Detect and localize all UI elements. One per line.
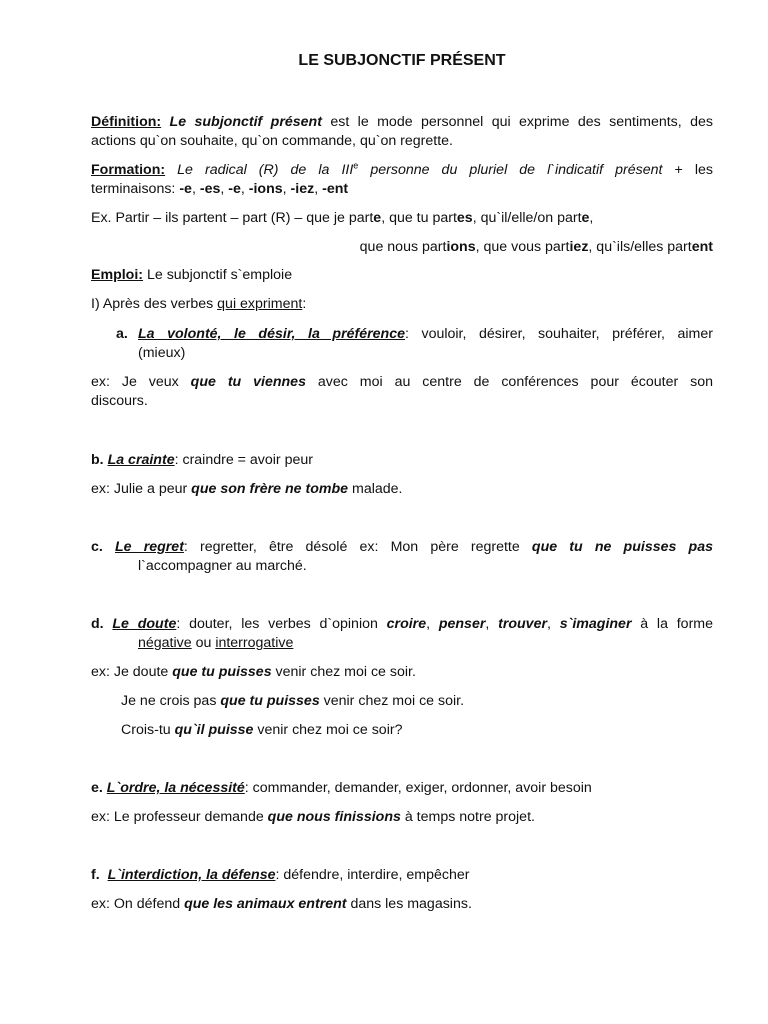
- item-a-letter: a.: [116, 326, 128, 342]
- page-title: LE SUBJONCTIF PRÉSENT: [298, 52, 506, 69]
- item-a-text: [138, 325, 713, 344]
- item-e-rest: : commander, demander, exiger, ordonner, avoir besoin: [244, 780, 592, 796]
- example-subjunctive: que tu puisses: [220, 693, 320, 709]
- example-subjunctive: que son frère ne tombe: [191, 481, 349, 497]
- example-seg: , qu`ils/elles part: [588, 239, 692, 255]
- ending: -es: [199, 181, 221, 197]
- item-f-heading: L`interdiction, la défense: [107, 867, 276, 883]
- definition-label: Définition:: [91, 114, 162, 130]
- interrogative-label: interrogative: [215, 635, 294, 651]
- example-text: Crois-tu: [121, 722, 175, 738]
- example-text: ex: Le professeur demande: [91, 809, 268, 825]
- emploi-line: [91, 266, 713, 285]
- item-d-example-3: [121, 721, 713, 740]
- formation-line-2: terminaisons: -e, -es, -e, -ions, -iez, -ent: [91, 181, 349, 197]
- example-subjunctive: que les animaux entrent: [184, 896, 347, 912]
- item-d-rest-2: à la forme: [631, 616, 713, 632]
- ending: -e: [228, 181, 241, 197]
- section-prefix: I) Après des verbes: [91, 296, 218, 312]
- item-b-heading: La crainte: [107, 452, 175, 468]
- example-seg: , que vous part: [475, 239, 570, 255]
- item-c-rest: : regretter, être désolé ex: Mon père regrette: [183, 539, 520, 555]
- item-c-line-1: [91, 538, 713, 557]
- example-seg: , qu`il/elle/on part: [472, 210, 582, 226]
- item-c-line-2: l`accompagner au marché.: [138, 558, 307, 574]
- item-d-line-2: [138, 634, 713, 653]
- opinion-verb: s`imaginer: [559, 616, 632, 632]
- example-seg: ,: [589, 210, 594, 226]
- example-text: malade.: [348, 481, 403, 497]
- example-text: venir chez moi ce soir.: [319, 693, 465, 709]
- emploi-label: Emploi:: [91, 267, 144, 283]
- ending: -ions: [248, 181, 283, 197]
- item-f-rest: : défendre, interdire, empêcher: [275, 867, 470, 883]
- ending: -iez: [290, 181, 315, 197]
- example-text: Je ne crois pas: [121, 693, 221, 709]
- definition-text: est le mode personnel qui exprime des sentiments, des: [330, 114, 713, 130]
- section-underlined: qui expriment: [217, 296, 303, 312]
- opinion-verb: croire: [386, 616, 427, 632]
- item-a-example: [91, 373, 713, 392]
- item-a-line-2: (mieux): [138, 345, 186, 361]
- item-b-line: [91, 451, 713, 470]
- item-f-line: [91, 866, 713, 885]
- example-seg: Ex. Partir – ils partent – part (R) – que je part: [91, 210, 374, 226]
- example-subjunctive: que nous finissions: [267, 809, 401, 825]
- item-d-example-1: [91, 663, 713, 682]
- example-subjunctive: que tu viennes: [190, 374, 306, 390]
- formation-text-a: Le radical (R) de la III: [177, 162, 354, 178]
- example-ending: iez: [569, 239, 589, 255]
- example-text: venir chez moi ce soir.: [271, 664, 416, 680]
- item-d-letter: d.: [91, 616, 104, 632]
- section-heading-1: [91, 295, 713, 314]
- example-seg: que nous part: [359, 239, 447, 255]
- example-subjunctive: que tu puisses: [172, 664, 272, 680]
- item-f-letter: f.: [91, 867, 100, 883]
- example-text: ex: On défend: [91, 896, 185, 912]
- definition-term: Le subjonctif présent: [169, 114, 322, 130]
- formation-text-b: personne du pluriel de l`indicatif présent: [370, 162, 663, 178]
- item-d-example-2: [121, 692, 713, 711]
- item-c-letter: c.: [91, 539, 103, 555]
- example-partir-line-1: [91, 209, 713, 228]
- example-text: avec moi au centre de conférences pour écouter son: [317, 374, 713, 390]
- example-seg: , que tu part: [381, 210, 457, 226]
- example-ending: ions: [446, 239, 476, 255]
- ending: -e: [179, 181, 192, 197]
- example-text: venir chez moi ce soir?: [253, 722, 403, 738]
- opinion-verb: trouver: [498, 616, 547, 632]
- item-e-example: [91, 808, 713, 827]
- example-text: dans les magasins.: [346, 896, 472, 912]
- example-ending: es: [456, 210, 473, 226]
- formation-prefix: terminaisons:: [91, 181, 176, 197]
- emploi-text: Le subjonctif s`emploie: [146, 267, 293, 283]
- item-d-rest: : douter, les verbes d`opinion: [176, 616, 387, 632]
- item-a-rest: : vouloir, désirer, souhaiter, préférer, aimer: [404, 326, 713, 342]
- item-b-rest: : craindre = avoir peur: [174, 452, 313, 468]
- example-ending: e: [581, 210, 590, 226]
- ending: -ent: [322, 181, 349, 197]
- formation-label: Formation:: [91, 162, 166, 178]
- example-ending: e: [373, 210, 382, 226]
- item-b-letter: b.: [91, 452, 104, 468]
- or-text: ou: [191, 635, 216, 651]
- example-subjunctive: que tu ne puisses pas: [531, 539, 713, 555]
- opinion-verb: penser: [438, 616, 486, 632]
- definition-line-2: actions qu`on souhaite, qu`on commande, qu`on regrette.: [91, 133, 454, 149]
- item-e-letter: e.: [91, 780, 103, 796]
- item-e-heading: L`ordre, la nécessité: [106, 780, 245, 796]
- item-c-heading: Le regret: [115, 539, 184, 555]
- item-b-example: [91, 480, 713, 499]
- example-subjunctive: qu`il puisse: [174, 722, 254, 738]
- formation-line-1: [91, 161, 713, 180]
- negative-label: négative: [138, 635, 192, 651]
- item-d-line-1: d. Le doute: douter, les verbes d`opinion croire, penser, trouver, s`imaginer à la forme: [91, 616, 713, 632]
- item-d-heading: Le doute: [112, 616, 177, 632]
- formation-text-c: + les: [674, 162, 713, 178]
- example-text: ex: Je veux: [91, 374, 179, 390]
- formation-sup: e: [353, 160, 359, 171]
- document-page: [91, 0, 713, 1024]
- example-text: à temps notre projet.: [400, 809, 535, 825]
- example-text: ex: Julie a peur: [91, 481, 192, 497]
- example-partir-line-2: [91, 238, 713, 257]
- item-e-line: [91, 779, 713, 798]
- example-ending: ent: [691, 239, 713, 255]
- example-text: ex: Je doute: [91, 664, 173, 680]
- item-f-example: [91, 895, 713, 914]
- definition-line-1: [91, 113, 713, 132]
- item-a-example-2: discours.: [91, 393, 148, 409]
- section-suffix: :: [302, 296, 307, 312]
- item-a-heading: La volonté, le désir, la préférence: [138, 326, 405, 342]
